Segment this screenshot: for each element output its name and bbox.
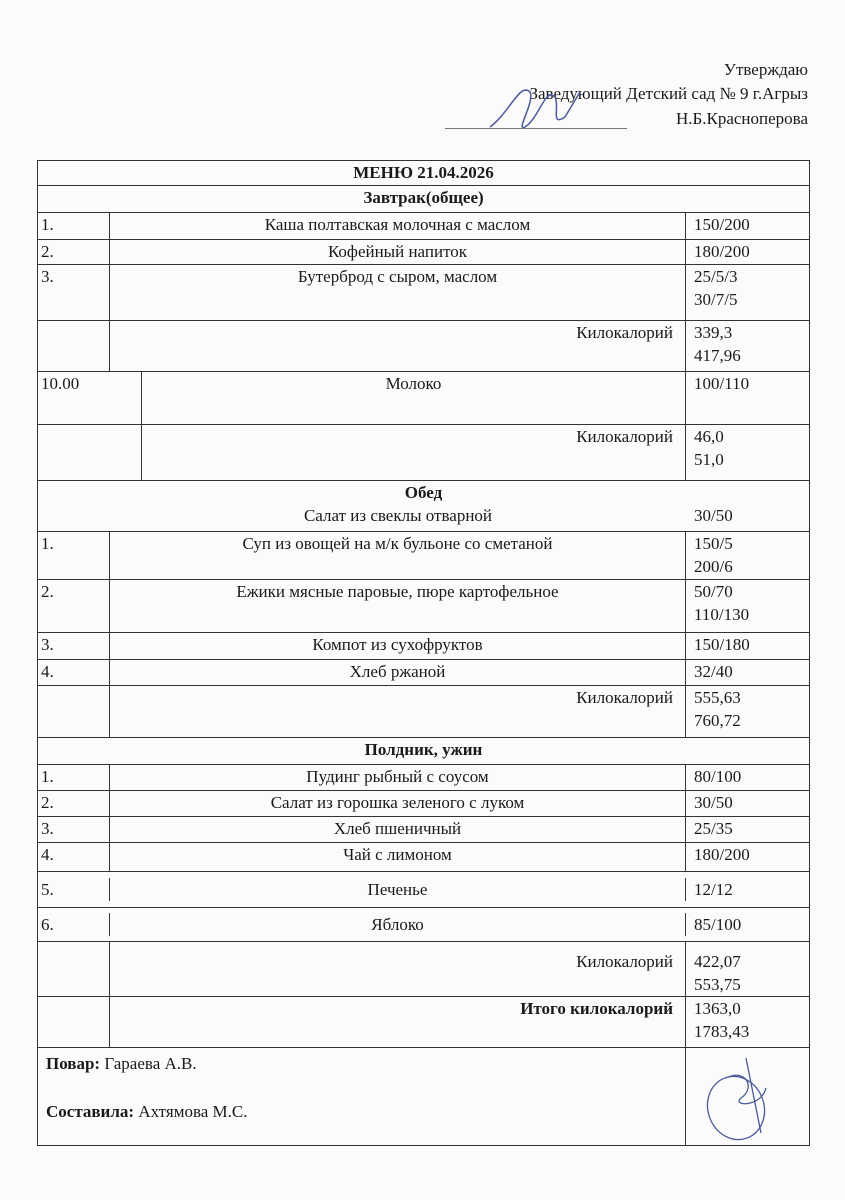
dish-name: Хлеб пшеничный	[110, 817, 686, 842]
table-row	[38, 872, 809, 908]
portion: 110/130	[694, 605, 750, 624]
kcal-value: 339,3	[694, 323, 733, 342]
total-value: 1363,0	[694, 999, 741, 1018]
table-row	[38, 633, 809, 660]
total-value: 1783,43	[694, 1022, 750, 1041]
footer	[38, 1048, 809, 1146]
signature-icon	[686, 1048, 809, 1145]
portion: 150/180	[694, 635, 750, 654]
portion: 85/100	[694, 915, 742, 934]
menu-table	[37, 160, 810, 1146]
row-number: 4.	[38, 843, 110, 871]
total-row	[38, 997, 809, 1048]
kcal-value: 553,75	[694, 975, 741, 994]
section-lunch: Обед	[404, 483, 443, 502]
kcal-row	[38, 686, 809, 738]
portion: 30/7/5	[694, 290, 738, 309]
portion: 50/70	[694, 582, 733, 601]
dish-name: Чай с лимоном	[110, 843, 686, 871]
row-number: 3.	[38, 817, 110, 842]
menu-title: МЕНЮ 21.04.2026	[353, 163, 494, 182]
kcal-value: 555,63	[694, 688, 741, 707]
table-row	[38, 580, 809, 633]
table-row	[38, 213, 809, 240]
row-number: 3.	[38, 265, 110, 320]
dish-name: Ежики мясные паровые, пюре картофельное	[110, 580, 686, 632]
section-breakfast: Завтрак(общее)	[363, 188, 484, 207]
dish-name: Суп из овощей на м/к бульоне со сметаной	[110, 532, 686, 579]
row-number: 2.	[38, 580, 110, 632]
dish-name: Кофейный напиток	[110, 240, 686, 264]
dish-name: Печенье	[110, 878, 686, 901]
dish-name: Молоко	[142, 372, 686, 424]
dish-name: Салат из горошка зеленого с луком	[110, 791, 686, 816]
kcal-label: Килокалорий	[110, 321, 686, 371]
lunch-header	[38, 481, 809, 532]
table-row	[38, 372, 809, 425]
total-label: Итого килокалорий	[110, 997, 686, 1047]
portion: 180/200	[694, 242, 750, 261]
table-row	[38, 265, 809, 321]
snack-time: 10.00	[38, 372, 142, 424]
table-row	[38, 817, 809, 843]
table-row	[38, 791, 809, 817]
section-dinner: Полдник, ужин	[364, 740, 483, 759]
approval-org: Заведующий Детский сад № 9 г.Агрыз	[529, 84, 808, 103]
dish-name: Каша полтавская молочная с маслом	[110, 213, 686, 239]
portion: 180/200	[694, 845, 750, 864]
row-number: 1.	[38, 765, 110, 790]
row-number: 4.	[38, 660, 110, 685]
cook-name: Гараева А.В.	[104, 1054, 197, 1073]
kcal-label: Килокалорий	[110, 686, 686, 737]
portion: 25/35	[694, 819, 733, 838]
kcal-value: 46,0	[694, 427, 724, 446]
kcal-value: 417,96	[694, 346, 741, 365]
author-label: Составила:	[46, 1102, 135, 1121]
kcal-label: Килокалорий	[110, 942, 686, 996]
portion: 80/100	[694, 767, 742, 786]
portion: 30/50	[694, 793, 733, 812]
portion: 100/110	[694, 374, 750, 393]
signature-icon	[480, 72, 590, 142]
row-number: 2.	[38, 240, 110, 264]
row-number: 1.	[38, 532, 110, 579]
row-number: 1.	[38, 213, 110, 239]
table-row	[38, 240, 809, 265]
portion: 32/40	[694, 662, 733, 681]
row-number: 2.	[38, 791, 110, 816]
table-row	[38, 660, 809, 686]
table-row	[38, 843, 809, 872]
cook-label: Повар:	[46, 1054, 101, 1073]
dish-name: Салат из свеклы отварной	[303, 506, 493, 525]
portion: 30/50	[694, 506, 733, 525]
table-row	[38, 532, 809, 580]
kcal-row	[38, 942, 809, 997]
dish-name: Компот из сухофруктов	[110, 633, 686, 659]
portion: 12/12	[694, 880, 733, 899]
dish-name: Яблоко	[110, 913, 686, 936]
row-number: 3.	[38, 633, 110, 659]
kcal-value: 760,72	[694, 711, 741, 730]
row-number: 6.	[38, 913, 110, 936]
author-name: Ахтямова М.С.	[138, 1102, 248, 1121]
portion: 25/5/3	[694, 267, 738, 286]
approval-line: Утверждаю	[723, 60, 808, 79]
kcal-row	[38, 425, 809, 481]
table-row	[38, 908, 809, 942]
kcal-value: 51,0	[694, 450, 724, 469]
dish-name: Бутерброд с сыром, маслом	[110, 265, 686, 320]
kcal-value: 422,07	[694, 952, 741, 971]
approval-name: Н.Б.Красноперова	[675, 109, 808, 128]
kcal-row	[38, 321, 809, 372]
portion: 150/5	[694, 534, 733, 553]
dish-name: Хлеб ржаной	[110, 660, 686, 685]
dish-name: Пудинг рыбный с соусом	[110, 765, 686, 790]
portion: 150/200	[694, 215, 750, 234]
kcal-label: Килокалорий	[142, 425, 686, 480]
table-row	[38, 765, 809, 791]
row-number: 5.	[38, 878, 110, 901]
portion: 200/6	[694, 557, 733, 576]
